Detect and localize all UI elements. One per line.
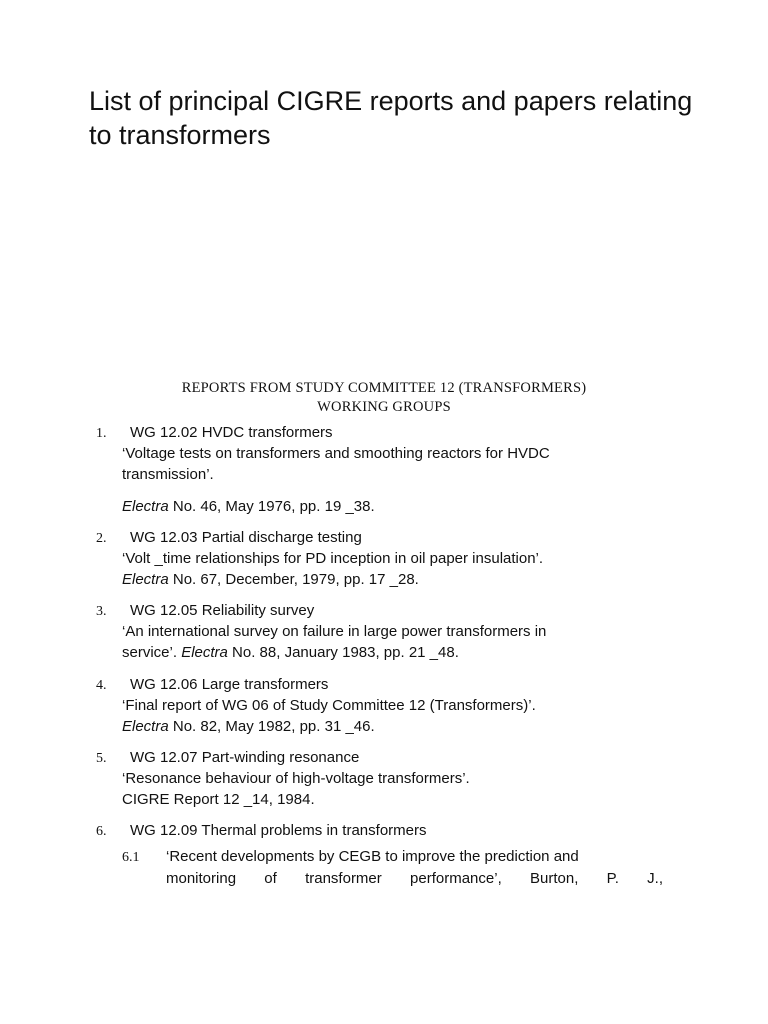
section-heading <box>60 379 708 417</box>
sub-item-line: monitoring of transformer performance’, Burton, P. J., <box>166 870 663 887</box>
item-heading: WG 12.03 Partial discharge testing <box>130 529 362 546</box>
item-heading: WG 12.02 HVDC transformers <box>130 424 333 441</box>
section-heading-line-2: WORKING GROUPS <box>317 399 451 415</box>
item-heading: WG 12.06 Large transformers <box>130 676 329 693</box>
item-number: 4. <box>96 678 107 693</box>
citation-detail: No. 67, December, 1979, pp. 17 _28. <box>168 571 419 588</box>
item-title-line: ‘Volt _time relationships for PD inception in oil paper insulation’. <box>122 550 544 567</box>
citation-detail: No. 82, May 1982, pp. 31 _46. <box>168 718 375 735</box>
item-number: 6. <box>96 824 107 839</box>
item-number: 2. <box>96 531 107 546</box>
item-number: 5. <box>96 751 107 766</box>
citation-detail: No. 88, January 1983, pp. 21 _48. <box>227 644 459 661</box>
item-citation <box>122 496 375 518</box>
item-title-line: ‘An international survey on failure in large power transformers in <box>122 623 547 640</box>
journal-name: Electra <box>181 644 228 661</box>
sub-item-line: ‘Recent developments by CEGB to improve the prediction and <box>166 848 579 865</box>
item-title-line: ‘Voltage tests on transformers and smoothing reactors for HVDC <box>122 445 550 462</box>
item-citation: CIGRE Report 12 _14, 1984. <box>122 791 315 808</box>
item-heading: WG 12.09 Thermal problems in transformers <box>130 822 427 839</box>
citation-detail: No. 46, May 1976, pp. 19 _38. <box>168 498 375 515</box>
journal-name: Electra <box>122 571 169 588</box>
sub-item-number: 6.1 <box>122 850 140 865</box>
item-number: 1. <box>96 426 107 441</box>
citation-prefix: service’. <box>122 644 182 661</box>
item-citation <box>122 642 459 664</box>
item-citation <box>122 569 419 591</box>
item-heading: WG 12.05 Reliability survey <box>130 602 315 619</box>
item-title-line: transmission’. <box>122 466 214 483</box>
item-citation <box>122 716 375 738</box>
item-heading: WG 12.07 Part-winding resonance <box>130 749 360 766</box>
journal-name: Electra <box>122 718 169 735</box>
page-title: List of principal CIGRE reports and papers relating to transformers <box>89 86 693 150</box>
item-number: 3. <box>96 604 107 619</box>
journal-name: Electra <box>122 498 169 515</box>
item-title-line: ‘Resonance behaviour of high-voltage transformers’. <box>122 770 470 787</box>
item-title-line: ‘Final report of WG 06 of Study Committee 12 (Transformers)’. <box>122 697 536 714</box>
section-heading-line-1: REPORTS FROM STUDY COMMITTEE 12 (TRANSFORMERS) <box>181 380 587 396</box>
